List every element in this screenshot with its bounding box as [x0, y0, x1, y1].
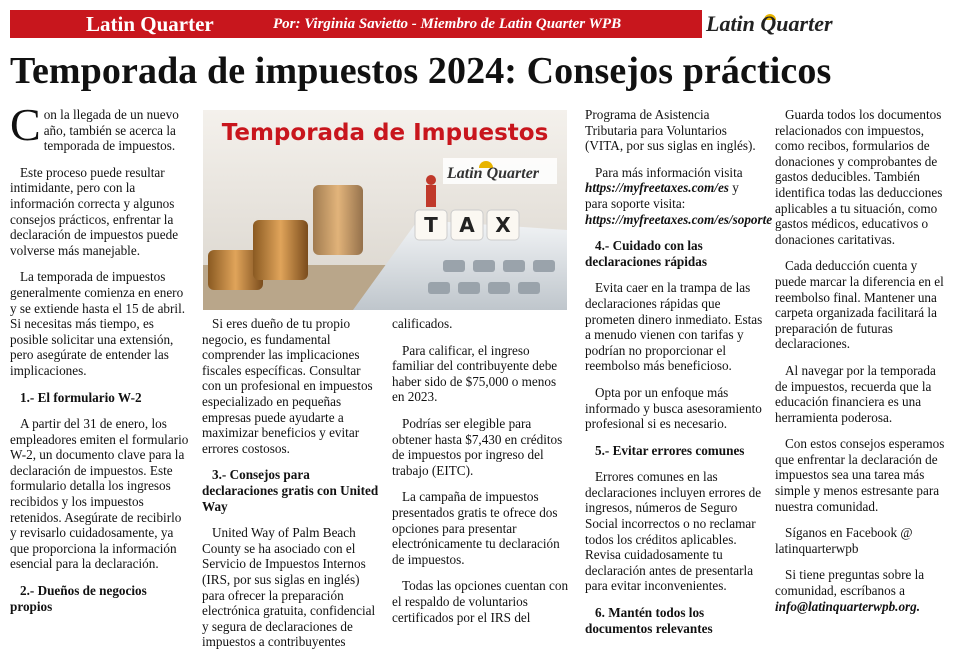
- tile-letter: A: [459, 213, 475, 237]
- paragraph: Con estos consejos esperamos que enfrentar la declaración de impuestos sea una tarea más simple y menos estresante para nuestra comunidad.: [775, 436, 945, 514]
- section-title: Latin Quarter: [86, 12, 214, 36]
- paragraph: Programa de Asistencia Tributaria para Voluntarios (VITA, por sus siglas en inglés).: [585, 107, 756, 154]
- tile-letter: X: [495, 213, 511, 237]
- article-illustration: [203, 110, 567, 310]
- article-title: Temporada de impuestos 2024: Consejos prácticos: [10, 50, 832, 92]
- paragraph: Todas las opciones cuentan con el respaldo de voluntarios certificados por el IRS del: [392, 578, 569, 625]
- article-column-1: [10, 99, 190, 625]
- paragraph: Síganos en Facebook @ latinquarterwpb: [775, 525, 913, 556]
- article-column-3: [392, 316, 570, 636]
- paragraph: Este proceso puede resultar intimidante, pero con la información correcta y algunos consejos prácticos, enfrentar la declaración de impuestos puede volverse más manejable.: [10, 164, 179, 258]
- paragraph: Guarda todos los documentos relacionados con impuestos, como recibos, formularios de donaciones y comprobantes de gastos deducibles. También identifica todas las deducciones aplicables a tu situación, como gastos médicos, educativos o donaciones caritativas.: [775, 107, 943, 247]
- text: Si tiene preguntas sobre la comunidad, escríbanos a: [775, 567, 925, 599]
- paragraph: Podrías ser elegible para obtener hasta $7,430 en créditos de impuestos por ingreso del trabajo (EITC).: [392, 415, 563, 478]
- drop-cap: C: [10, 99, 41, 150]
- text: Para más información visita: [595, 164, 743, 180]
- article-column-2: [202, 316, 380, 661]
- figure-icon: [426, 175, 436, 207]
- subheading: 1.- El formulario W-2: [20, 389, 142, 405]
- article-column-4: [585, 107, 773, 647]
- paragraph: Cada deducción cuenta y puede marcar la diferencia en el reembolso final. Mantener una carpeta organizada facilitará la preparación de futuras declaraciones.: [775, 258, 944, 352]
- byline: Por: Virginia Savietto - Miembro de Latin Quarter WPB: [273, 16, 622, 32]
- paragraph: Opta por un enfoque más informado y busca asesoramiento profesional si es necesario.: [585, 384, 762, 432]
- text: y para soporte visita:: [585, 180, 739, 211]
- article-column-5: [775, 107, 947, 625]
- paragraph: Si eres dueño de tu propio negocio, es fundamental comprender las implicaciones fiscales específicas. Consultar con un profesional en impuestos especializado en pequeñas empresas puede ayudarte a maximizar beneficios y evitar errores costosos.: [202, 316, 373, 456]
- paragraph: United Way of Palm Beach County se ha asociado con el Servicio de Impuestos Internos (IRS, por sus siglas en inglés) para ofrecer la preparación electrónica gratuita, confidencial y segura de declaraciones de impuestos a contribuyentes: [202, 525, 376, 650]
- subheading: 6. Mantén todos los documentos relevantes: [585, 605, 713, 636]
- subheading: 3.- Consejos para declaraciones gratis con United Way: [202, 467, 379, 514]
- link-myfreetaxes[interactable]: https://myfreetaxes.com/es: [585, 180, 729, 196]
- subheading: 2.- Dueños de negocios propios: [10, 583, 147, 614]
- paragraph: Errores comunes en las declaraciones incluyen errores de ingresos, números de Seguro Social incorrectos o no reclamar todos los créditos aplicables. Revisa cuidadosamente tu declaración antes de presentarla para evitar inconvenientes.: [585, 469, 762, 594]
- section-header: [10, 10, 948, 38]
- paragraph: La temporada de impuestos generalmente comienza en enero y se extiende hasta el 15 de abril. Si necesitas más tiempo, es posible solicitar una extensión, pero asegúrate de entender las implicaciones.: [10, 269, 186, 378]
- tax-tiles-icon: [415, 210, 519, 240]
- paragraph: [775, 567, 947, 614]
- image-logo: Latin Quarter: [447, 165, 540, 182]
- subheading: 5.- Evitar errores comunes: [595, 442, 745, 458]
- link-soporte[interactable]: https://myfreetaxes.com/es/soporte: [585, 211, 773, 227]
- tile-letter: T: [424, 213, 438, 237]
- paragraph: on la llegada de un nuevo año, también se acerca la temporada de impuestos.: [43, 107, 179, 154]
- subheading: 4.- Cuidado con las declaraciones rápidas: [585, 238, 707, 269]
- paragraph: Evita caer en la trampa de las declaraciones rápidas que prometen dinero inmediato. Estas a menudo vienen con tarifas y podrían no proporcionar el reembolso más beneficioso.: [585, 280, 763, 374]
- paragraph: [585, 164, 773, 227]
- brand-logo: [702, 10, 948, 38]
- email-link[interactable]: info@latinquarterwpb.org.: [775, 598, 921, 614]
- image-heading: Temporada de Impuestos: [221, 120, 549, 146]
- paragraph: Para calificar, el ingreso familiar del contribuyente debe haber sido de $75,000 o menos en 2023.: [392, 342, 558, 405]
- paragraph: calificados.: [392, 316, 453, 331]
- paragraph: Al navegar por la temporada de impuestos, recuerda que la educación financiera es una herramienta poderosa.: [775, 362, 936, 425]
- paragraph: A partir del 31 de enero, los empleadores emiten el formulario W-2, un documento clave para la declaración de impuestos. Este formulario detalla los ingresos recibidos y los impuestos retenidos. Asegúrate de recibirlo y revisarlo cuidadosamente, ya que proporciona la información esencial para la declaración.: [10, 416, 189, 572]
- logo-text: Latin Quarter: [706, 11, 833, 36]
- paragraph: La campaña de impuestos presentados gratis te ofrece dos opciones para presentar electrónicamente tu declaración de impuestos.: [392, 489, 560, 567]
